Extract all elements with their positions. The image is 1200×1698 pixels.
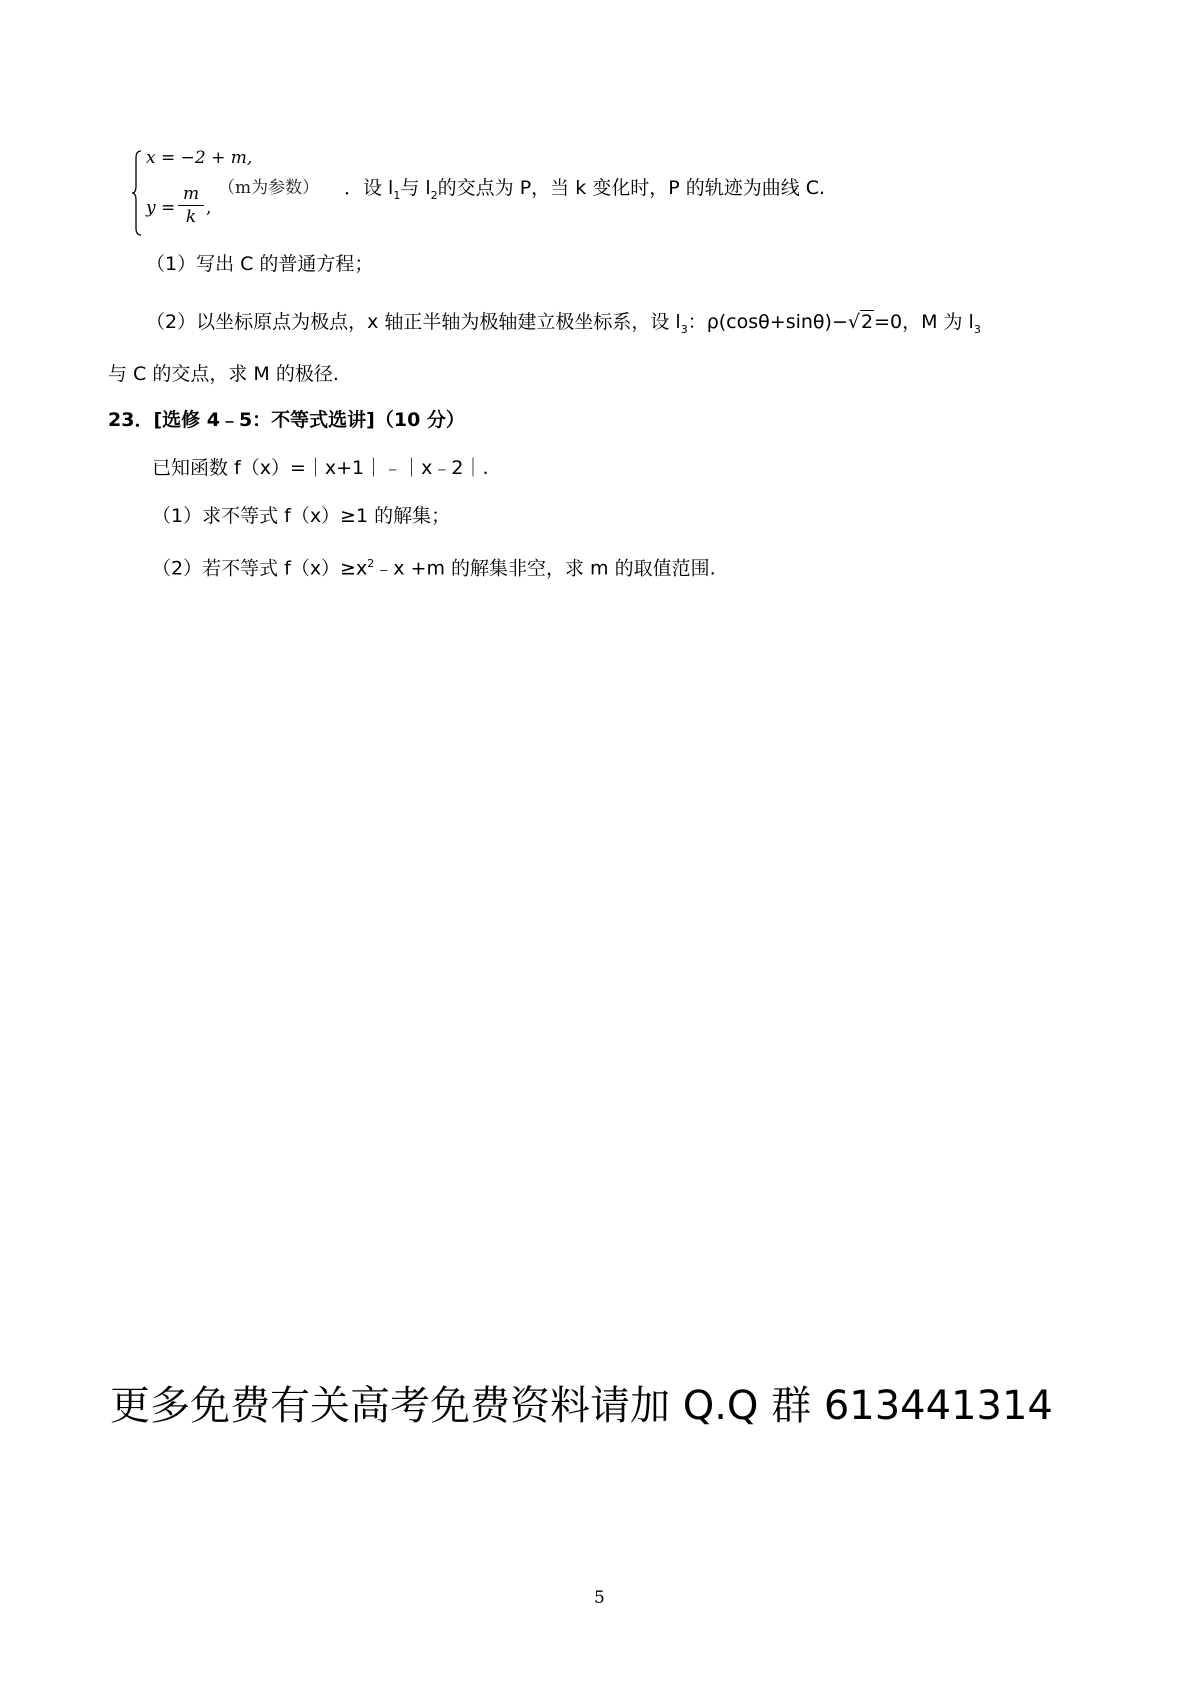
q22-part2-line1: （2）以坐标原点为极点，x 轴正半轴为极轴建立极坐标系，设 $l_3$：ρ(cosθ+sinθ)−√2=0，M 为 $l_3$ [146,311,981,336]
promo-banner: 更多免费有关高考免费资料请加 Q.Q 群 613441314 [110,1383,1053,1429]
q22-part1: （1）写出 C 的普通方程； [146,253,374,275]
fraction-numerator: m [182,184,200,204]
q23-part1: （1）求不等式 f（x）≥1 的解集； [152,505,451,527]
sqrt-symbol: √2 [847,311,874,333]
param-note: （m为参数） [218,178,320,198]
q23-stem: 已知函数 f（x）=｜x+1｜﹣｜x﹣2｜. [152,457,489,479]
param-y-fraction [178,184,204,227]
q23-part2: （2）若不等式 $f(x)\ge x^2﹣x +m$ 的解集非空，求 m 的取值范围. [152,557,716,580]
param-x-equation: x = −2 + m, [146,148,253,168]
q22-intro: ．设 $l_1$与 $l_2$的交点为 P，当 k 变化时，P 的轨迹为曲线 C. [344,177,826,202]
q23-title: 23．[选修 4﹣5：不等式选讲]（10 分） [108,409,465,431]
fraction-bar [178,205,204,206]
param-y-tail: , [206,198,212,218]
param-y-lhs: y = [146,198,176,218]
page-number: 5 [594,1588,605,1608]
q22-part2-line2: 与 C 的交点，求 M 的极径. [108,363,339,385]
brace-symbol [132,150,142,236]
fraction-denominator: k [185,207,197,227]
